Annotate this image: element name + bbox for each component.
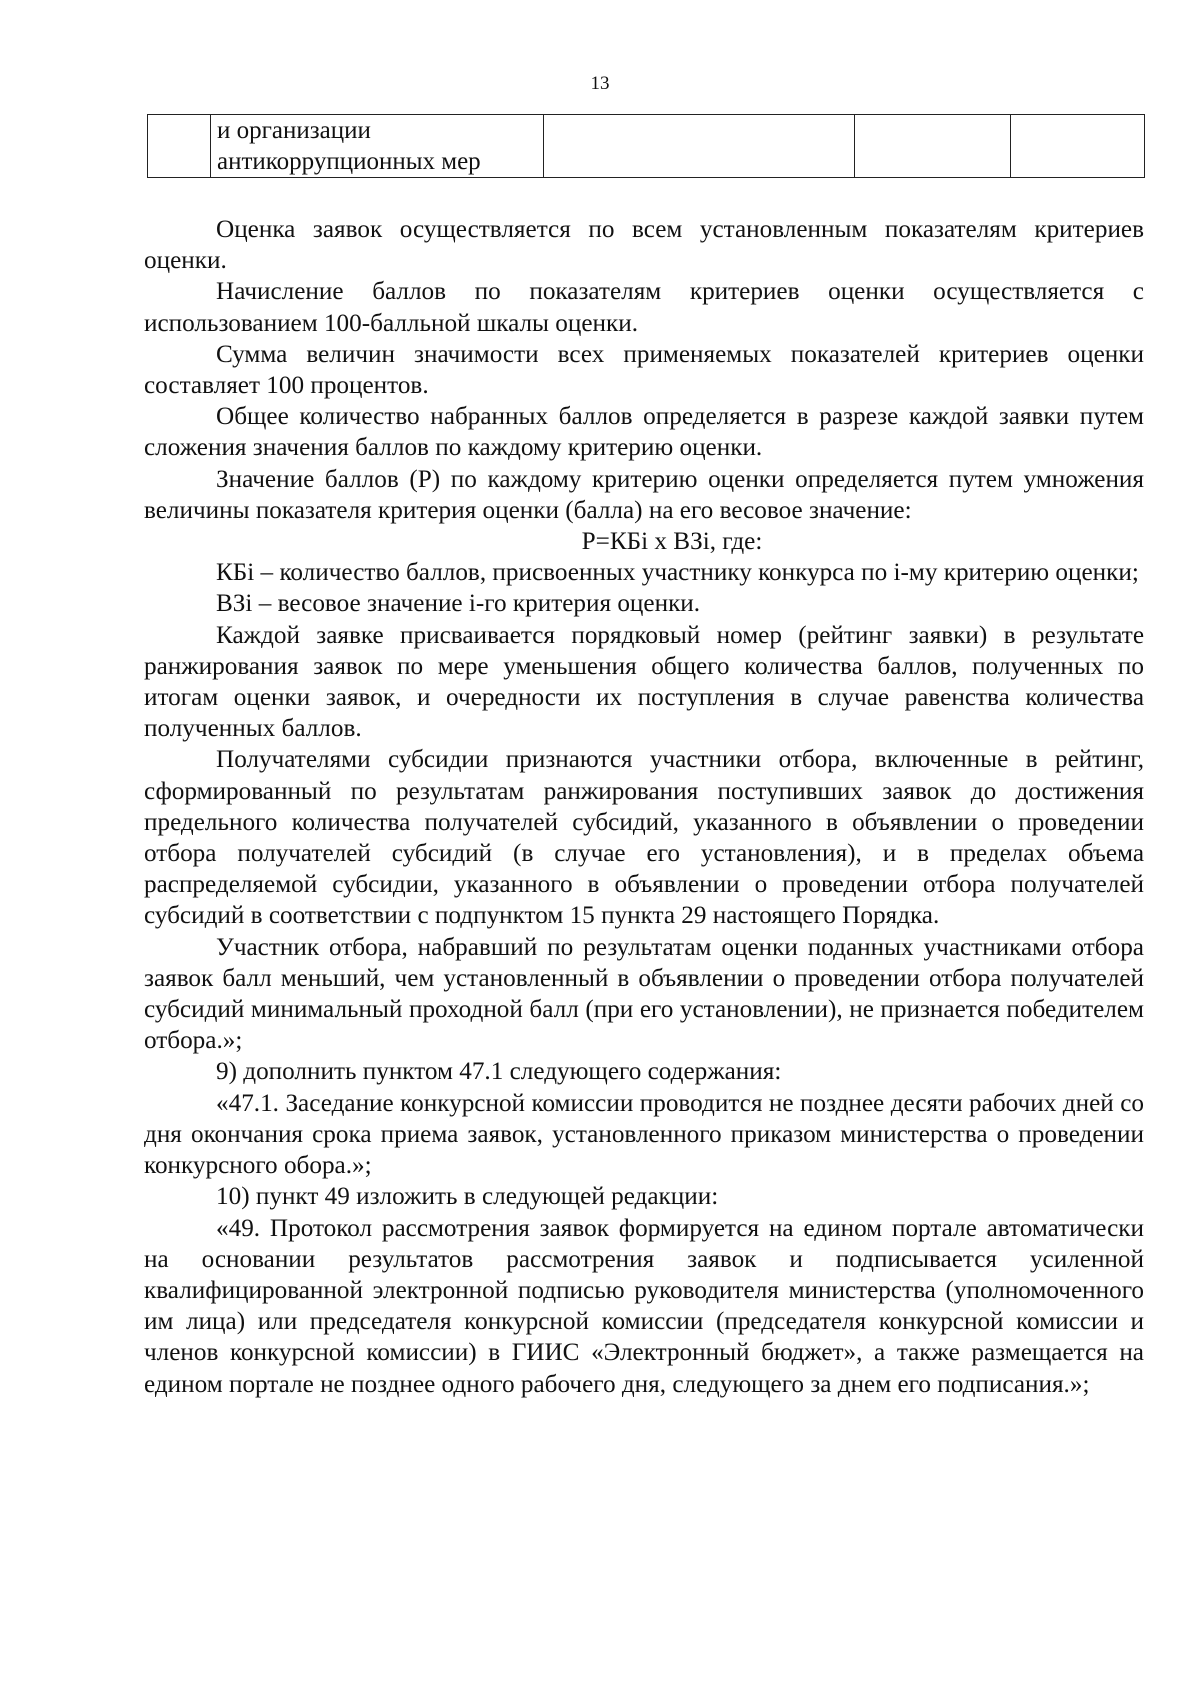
paragraph: Оценка заявок осуществляется по всем установленным показателям критериев оценки. [144,216,1144,275]
table-cell-empty [855,115,1011,178]
table-cell-line: антикоррупционных мер [217,148,481,175]
table-cell-criterion [211,115,544,178]
formula: Р=КБi х ВЗi, где: [581,528,763,556]
paragraph: «47.1. Заседание конкурсной комиссии проводится не позднее десяти рабочих дней со дня окончания срока приема заявок, установленного приказом министерства о проведении конкурсного обора.»; [144,1089,1144,1180]
page-number: 13 [590,73,610,94]
table-cell-empty [544,115,855,178]
paragraph: Значение баллов (Р) по каждому критерию оценки определяется путем умножения величины показателя критерия оценки (балла) на его весовое значение: [144,465,1144,524]
table-cell-number [148,115,211,178]
table-cell-line: и организации [217,117,371,144]
continuation-table [147,114,1145,178]
paragraph: Каждой заявке присваивается порядковый номер (рейтинг заявки) в результате ранжирования заявок по мере уменьшения общего количества баллов, полученных по итогам оценки заявок, и очередности их поступления в случае равенства количества полученных баллов. [144,621,1144,743]
paragraph: Начисление баллов по показателям критериев оценки осуществляется с использованием 100-балльной шкалы оценки. [144,278,1144,337]
paragraph: ВЗi – весовое значение i-го критерия оценки. [216,590,701,618]
paragraph: Общее количество набранных баллов определяется в разрезе каждой заявки путем сложения значения баллов по каждому критерию оценки. [144,403,1144,462]
paragraph: Участник отбора, набравший по результатам оценки поданных участниками отбора заявок балл меньший, чем установленный в объявлении о проведении отбора получателей субсидий минимальный проходной балл (при его установлении), не признается победителем отбора.»; [144,933,1144,1055]
paragraph: Получателями субсидии признаются участники отбора, включенные в рейтинг, сформированный по результатам ранжирования поступивших заявок до достижения предельного количества получателей субсидий, указанного в объявлении о проведении отбора получателей субсидий (в случае его установления), и в пределах объема распределяемой субсидии, указанного в объявлении о проведении отбора получателей субсидий в соответствии с подпунктом 15 пункта 29 настоящего Порядка. [144,746,1144,930]
table-row [148,115,1145,178]
paragraph: 9) дополнить пунктом 47.1 следующего содержания: [216,1058,782,1086]
table-cell-empty [1011,115,1145,178]
paragraph: 10) пункт 49 изложить в следующей редакции: [216,1183,719,1211]
paragraph: «49. Протокол рассмотрения заявок формируется на едином портале автоматически на основании результатов рассмотрения заявок и подписывается усиленной квалифицированной электронной подписью руководителя министерства (уполномоченного им лица) или председателя конкурсной комиссии (председателя конкурсной комиссии и членов конкурсной комиссии) в ГИИС «Электронный бюджет», а также размещается на едином портале не позднее одного рабочего дня, следующего за днем его подписания.»; [144,1214,1144,1398]
paragraph: Сумма величин значимости всех применяемых показателей критериев оценки составляет 100 процентов. [144,340,1144,400]
document-body [144,214,1144,1400]
paragraph: КБi – количество баллов, присвоенных участнику конкурса по i-му критерию оценки; [216,559,1139,587]
